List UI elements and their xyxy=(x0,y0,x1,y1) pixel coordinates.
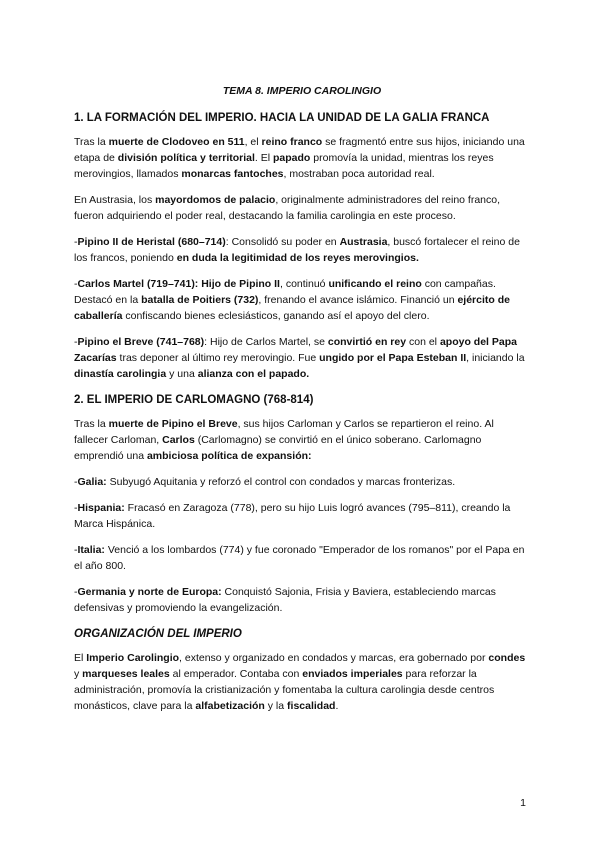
bold-text: Pipino el Breve (741–768) xyxy=(77,336,205,348)
paragraph-clodoveo xyxy=(74,134,530,182)
paragraph-organizacion xyxy=(74,650,530,714)
bold-text: marqueses leales xyxy=(82,668,170,680)
text-span: Tras la xyxy=(74,418,109,430)
text-span: - xyxy=(74,586,78,598)
document-title: TEMA 8. IMPERIO CAROLINGIO xyxy=(222,85,382,97)
text-span: - xyxy=(74,336,78,348)
text-span: promovía la unidad, mientras los reyes merovingios, llamados xyxy=(74,152,494,180)
text-span: , mostraban poca autoridad real. xyxy=(283,168,435,180)
paragraph-pipino-ii xyxy=(74,234,530,266)
text-span: para reforzar la administración, promovía la cristianización y fomentaba la cultura carolingia desde centros monásticos, clave para la xyxy=(74,668,495,712)
text-span: , sus hijos Carloman y Carlos se repartieron el reino. Al fallecer Carloman, xyxy=(74,418,494,446)
bold-text: monarcas fantoches xyxy=(181,168,284,180)
paragraph-hispania xyxy=(74,500,530,532)
text-span: - xyxy=(74,544,78,556)
text-span: , buscó fortalecer el reino de los francos, poniendo xyxy=(74,236,520,264)
page-number: 1 xyxy=(520,797,526,809)
text-span: . xyxy=(335,700,339,712)
bold-text: Carlos Martel (719–741): Hijo de Pipino II xyxy=(77,278,280,290)
text-span: , frenando el avance islámico. Financió un xyxy=(258,294,458,306)
paragraph-carlomagno-intro xyxy=(74,416,530,464)
text-span: y xyxy=(74,668,83,680)
bold-text: Pipino II de Heristal (680–714) xyxy=(77,236,226,248)
text-span: Venció a los lombardos (774) y fue coronado "Emperador de los romanos" por el Papa en el año 800. xyxy=(74,544,525,572)
text-span: y la xyxy=(264,700,288,712)
bold-text: ungido por el Papa Esteban II xyxy=(319,352,467,364)
bold-text: Italia: xyxy=(77,544,105,556)
bold-text: en duda la legitimidad de los reyes merovingios. xyxy=(176,252,419,264)
text-span: se fragmentó entre sus hijos, iniciando una etapa de xyxy=(74,136,525,164)
text-span: con campañas. Destacó en la xyxy=(74,278,496,306)
section-heading-organizacion: ORGANIZACIÓN DEL IMPERIO xyxy=(74,628,242,640)
text-span: confiscando bienes eclesiásticos, ganando así el apoyo del clero. xyxy=(122,310,430,322)
bold-text: Hispania: xyxy=(77,502,125,514)
section-heading-formation: 1. LA FORMACIÓN DEL IMPERIO. HACIA LA UNIDAD DE LA GALIA FRANCA xyxy=(74,112,490,124)
paragraph-carlos-martel xyxy=(74,276,530,324)
text-span: al emperador. Contaba con xyxy=(169,668,303,680)
text-span: , el xyxy=(244,136,262,148)
bold-text: reino franco xyxy=(261,136,323,148)
text-span: En Austrasia, los xyxy=(74,194,156,206)
bold-text: muerte de Clodoveo en 511 xyxy=(108,136,245,148)
section-heading-carlomagno: 2. EL IMPERIO DE CARLOMAGNO (768-814) xyxy=(74,394,314,406)
text-span: El xyxy=(74,652,87,664)
text-span: , extenso y organizado en condados y marcas, era gobernado por xyxy=(179,652,489,664)
bold-text: convirtió en rey xyxy=(327,336,407,348)
text-span: - xyxy=(74,476,78,488)
bold-text: batalla de Poitiers (732) xyxy=(141,294,259,306)
text-span: Fracasó en Zaragoza (778), pero su hijo Luis logró avances (795–811), creando la Marca Hispánica. xyxy=(74,502,511,530)
bold-text: dinastía carolingia xyxy=(74,368,167,380)
text-span: , originalmente administradores del reino franco, fueron adquiriendo el poder real, destacando la familia carolingia en este proceso. xyxy=(74,194,501,222)
text-span: tras deponer al último rey merovingio. Fue xyxy=(116,352,320,364)
bold-text: Austrasia xyxy=(339,236,388,248)
paragraph-pipino-breve xyxy=(74,334,530,382)
paragraph-germania xyxy=(74,584,530,616)
text-span: Subyugó Aquitania y reforzó el control con condados y marcas fronterizas. xyxy=(106,476,456,488)
text-span: : Consolidó su poder en xyxy=(225,236,340,248)
bold-text: ambiciosa política de expansión: xyxy=(146,450,312,462)
bold-text: Imperio Carolingio xyxy=(86,652,180,664)
bold-text: división política y territorial xyxy=(117,152,255,164)
bold-text: papado xyxy=(273,152,311,164)
bold-text: enviados imperiales xyxy=(302,668,403,680)
text-span: - xyxy=(74,502,78,514)
text-span: - xyxy=(74,278,78,290)
text-span: Tras la xyxy=(74,136,109,148)
bold-text: muerte de Pipino el Breve xyxy=(108,418,238,430)
bold-text: alianza con el papado. xyxy=(197,368,310,380)
bold-text: Galia: xyxy=(77,476,107,488)
paragraph-galia xyxy=(74,474,530,490)
bold-text: alfabetización xyxy=(195,700,265,712)
text-span: . El xyxy=(254,152,274,164)
bold-text: mayordomos de palacio xyxy=(155,194,276,206)
text-span: : Hijo de Carlos Martel, se xyxy=(204,336,328,348)
paragraph-italia xyxy=(74,542,530,574)
bold-text: ejército de caballería xyxy=(74,294,510,322)
text-span: , iniciando la xyxy=(466,352,525,364)
bold-text: Carlos xyxy=(162,434,195,446)
bold-text: apoyo del Papa Zacarías xyxy=(74,336,517,364)
text-span: Conquistó Sajonia, Frisia y Baviera, estableciendo marcas defensivas y promoviendo la evangelización. xyxy=(74,586,496,614)
bold-text: condes xyxy=(488,652,526,664)
bold-text: unificando el reino xyxy=(328,278,422,290)
text-span: con el xyxy=(406,336,440,348)
text-span: y una xyxy=(166,368,198,380)
text-span: (Carlomagno) se convirtió en el único soberano. Carlomagno emprendió una xyxy=(74,434,482,462)
text-span: - xyxy=(74,236,78,248)
bold-text: Germania y norte de Europa: xyxy=(77,586,222,598)
document-content xyxy=(74,84,530,724)
bold-text: fiscalidad xyxy=(287,700,336,712)
paragraph-austrasia xyxy=(74,192,530,224)
text-span: , continuó xyxy=(279,278,329,290)
